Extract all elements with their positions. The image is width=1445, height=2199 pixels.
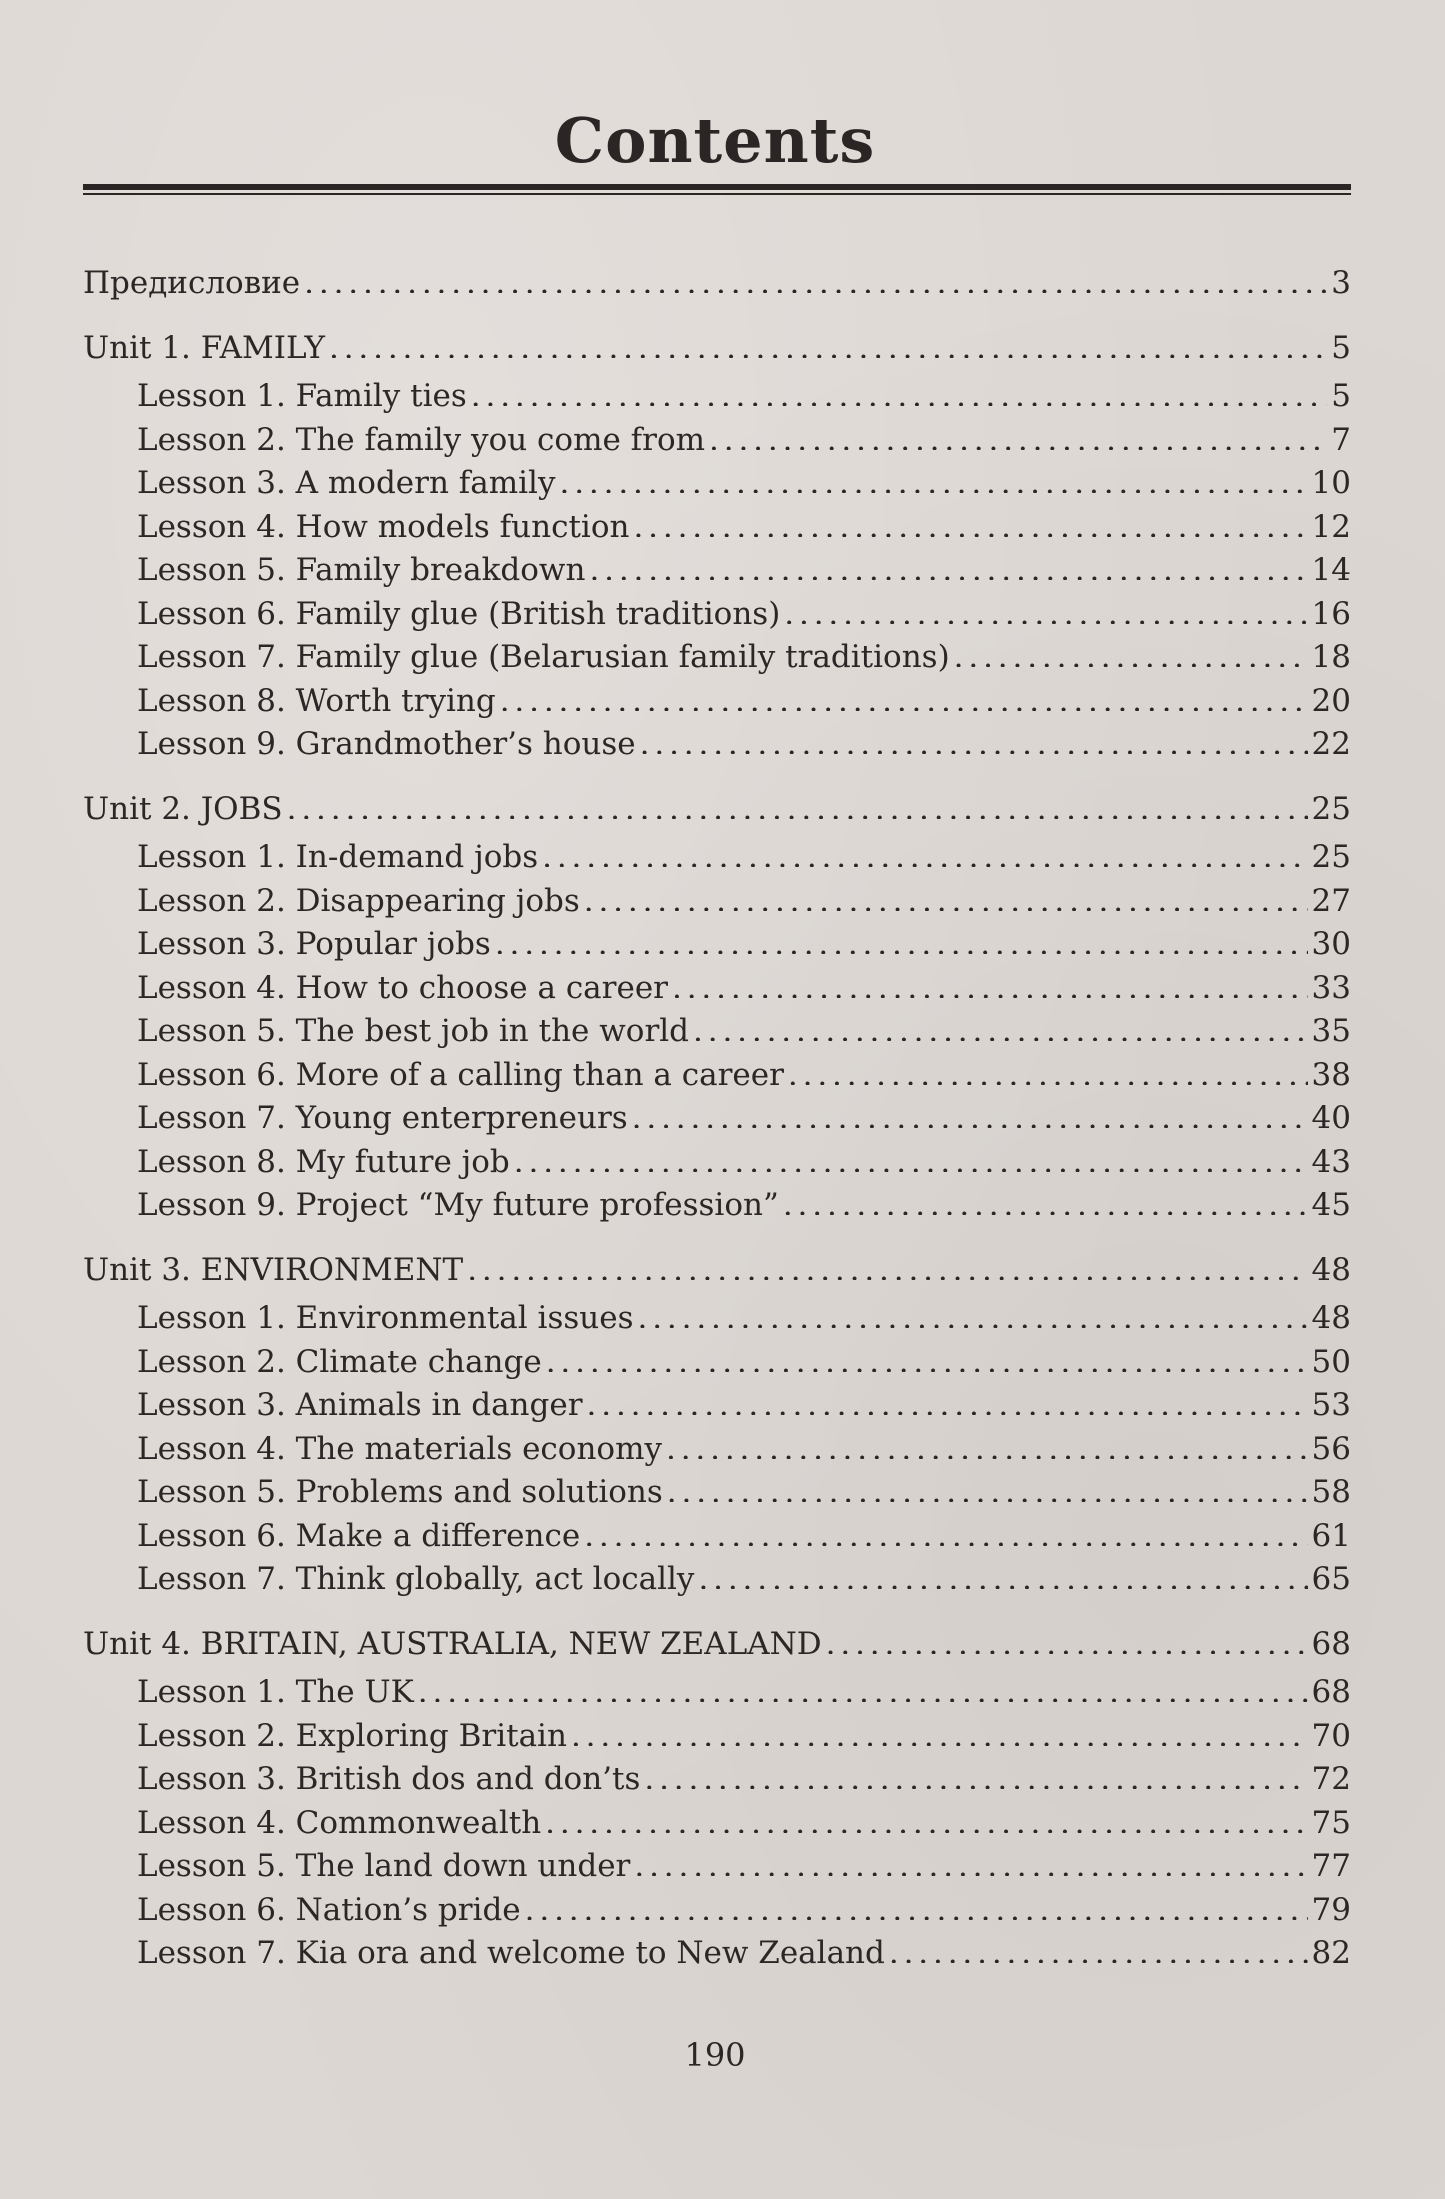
- toc-lesson-label: Lesson 2. Disappearing jobs: [137, 882, 580, 919]
- toc-lesson-label: Lesson 6. Make a difference: [137, 1517, 581, 1554]
- toc-lesson-label: Lesson 3. Popular jobs: [137, 926, 491, 962]
- toc-lesson-page-number: 61: [1311, 1517, 1351, 1554]
- dot-leader: [471, 375, 1327, 406]
- toc-lesson-page-number: 18: [1311, 639, 1351, 675]
- toc-lesson-page-number: 7: [1331, 421, 1351, 458]
- dot-leader: [638, 1297, 1308, 1328]
- toc-lesson[interactable]: [83, 1889, 1351, 1933]
- table-of-contents: [83, 262, 1351, 1976]
- toc-lesson[interactable]: [83, 1141, 1351, 1185]
- dot-leader: [889, 1932, 1308, 1963]
- toc-lesson-label: Lesson 3. British dos and don’ts: [137, 1761, 641, 1797]
- dot-leader: [640, 723, 1308, 754]
- toc-lesson[interactable]: [83, 1428, 1351, 1472]
- dot-leader: [546, 1341, 1308, 1372]
- dot-leader: [693, 1010, 1308, 1041]
- toc-lesson-label: Lesson 6. Nation’s pride: [137, 1891, 521, 1928]
- dot-leader: [698, 1558, 1307, 1589]
- toc-lesson-page-number: 50: [1311, 1343, 1351, 1380]
- toc-unit[interactable]: [83, 1249, 1351, 1293]
- toc-lesson-label: Lesson 2. Climate change: [137, 1343, 542, 1380]
- toc-lesson-label: Lesson 9. Grandmother’s house: [137, 726, 636, 762]
- toc-lesson[interactable]: [83, 593, 1351, 637]
- toc-lesson-label: Lesson 2. Exploring Britain: [137, 1717, 567, 1754]
- toc-lesson-label: Lesson 9. Project “My future profession”: [137, 1187, 779, 1223]
- toc-lesson-label: Lesson 4. Commonwealth: [137, 1804, 542, 1841]
- toc-lesson-label: Lesson 1. The UK: [137, 1674, 414, 1710]
- toc-unit-label: Unit 3. ENVIRONMENT: [83, 1251, 464, 1288]
- toc-lesson-label: Lesson 2. The family you come from: [137, 421, 706, 458]
- toc-unit-page-number: 48: [1311, 1251, 1351, 1288]
- dot-leader: [632, 1097, 1308, 1128]
- toc-lesson-page-number: 82: [1311, 1935, 1351, 1971]
- toc-lesson-label: Lesson 7. Young enterpreneurs: [137, 1100, 628, 1136]
- toc-lesson-label: Lesson 4. How models function: [137, 508, 630, 545]
- toc-lesson-page-number: 58: [1311, 1474, 1351, 1510]
- dot-leader: [788, 1054, 1308, 1085]
- toc-unit-label: Unit 4. BRITAIN, AUSTRALIA, NEW ZEALAND: [83, 1625, 822, 1662]
- toc-lesson[interactable]: [83, 1010, 1351, 1054]
- toc-lesson-page-number: 75: [1311, 1804, 1351, 1841]
- toc-unit-page-number: 68: [1311, 1625, 1351, 1662]
- toc-lesson[interactable]: [83, 1184, 1351, 1228]
- dot-leader: [666, 1428, 1308, 1459]
- toc-lesson[interactable]: [83, 1932, 1351, 1976]
- dot-leader: [667, 1471, 1308, 1502]
- toc-lesson[interactable]: [83, 506, 1351, 550]
- dot-leader: [467, 1249, 1307, 1280]
- toc-unit[interactable]: [83, 788, 1351, 832]
- toc-lesson-label: Lesson 5. The best job in the world: [137, 1013, 690, 1049]
- toc-lesson-page-number: 43: [1311, 1143, 1351, 1180]
- toc-lesson-page-number: 48: [1311, 1300, 1351, 1336]
- toc-lesson[interactable]: [83, 462, 1351, 506]
- toc-lesson-label: Lesson 8. My future job: [137, 1143, 510, 1180]
- toc-lesson-label: Lesson 7. Kia ora and welcome to New Zealand: [137, 1935, 885, 1971]
- toc-lesson[interactable]: [83, 375, 1351, 419]
- toc-lesson-page-number: 27: [1311, 882, 1351, 919]
- toc-lesson[interactable]: [83, 549, 1351, 593]
- toc-entry-preface-label: Предисловие: [83, 265, 301, 301]
- dot-leader: [525, 1889, 1308, 1920]
- dot-leader: [542, 836, 1307, 867]
- dot-leader: [584, 880, 1308, 911]
- dot-leader: [633, 506, 1307, 537]
- dot-leader: [304, 262, 1327, 293]
- toc-lesson-page-number: 25: [1311, 839, 1351, 875]
- toc-lesson[interactable]: [83, 1515, 1351, 1559]
- toc-lesson-page-number: 40: [1311, 1100, 1351, 1136]
- toc-lesson-label: Lesson 5. Problems and solutions: [137, 1474, 663, 1510]
- dot-leader: [709, 419, 1327, 450]
- toc-unit-page-number: 25: [1311, 790, 1351, 827]
- page-title: Contents: [554, 104, 876, 177]
- toc-lesson[interactable]: [83, 1097, 1351, 1141]
- toc-lesson-label: Lesson 1. In-demand jobs: [137, 839, 539, 875]
- toc-unit-page-number: 5: [1331, 329, 1351, 366]
- dot-leader: [589, 549, 1307, 580]
- toc-lesson-label: Lesson 1. Environmental issues: [137, 1300, 634, 1336]
- dot-leader: [329, 327, 1327, 358]
- dot-leader: [545, 1802, 1307, 1833]
- toc-lesson-label: Lesson 5. Family breakdown: [137, 552, 586, 588]
- toc-lesson[interactable]: [83, 1758, 1351, 1802]
- toc-lesson-page-number: 5: [1331, 378, 1351, 414]
- toc-unit-label: Unit 2. JOBS: [83, 790, 283, 827]
- toc-lesson[interactable]: [83, 880, 1351, 924]
- toc-lesson[interactable]: [83, 1715, 1351, 1759]
- dot-leader: [954, 636, 1308, 667]
- toc-lesson-page-number: 70: [1311, 1717, 1351, 1754]
- toc-unit[interactable]: [83, 1623, 1351, 1667]
- toc-lesson-page-number: 53: [1311, 1387, 1351, 1423]
- toc-lesson-label: Lesson 6. More of a calling than a career: [137, 1056, 784, 1093]
- toc-unit[interactable]: [83, 327, 1351, 371]
- toc-lesson-label: Lesson 6. Family glue (British traditions): [137, 595, 781, 632]
- toc-lesson-page-number: 22: [1311, 726, 1351, 762]
- toc-lesson-page-number: 35: [1311, 1013, 1351, 1049]
- toc-lesson[interactable]: [83, 1558, 1351, 1602]
- toc-lesson-label: Lesson 4. The materials economy: [137, 1430, 662, 1467]
- toc-entry-preface-page-number: 3: [1331, 265, 1351, 301]
- toc-lesson-page-number: 72: [1311, 1761, 1351, 1797]
- toc-lesson-page-number: 79: [1311, 1891, 1351, 1928]
- toc-lesson-page-number: 56: [1311, 1430, 1351, 1467]
- toc-lesson[interactable]: [83, 680, 1351, 724]
- toc-lesson-label: Lesson 7. Think globally, act locally: [137, 1561, 695, 1597]
- toc-lesson[interactable]: [83, 1297, 1351, 1341]
- dot-leader: [644, 1758, 1307, 1789]
- dot-leader: [418, 1671, 1308, 1702]
- dot-leader: [584, 1515, 1307, 1546]
- dot-leader: [571, 1715, 1308, 1746]
- dot-leader: [287, 788, 1308, 819]
- toc-lesson-label: Lesson 5. The land down under: [137, 1848, 631, 1884]
- toc-lesson-label: Lesson 1. Family ties: [137, 378, 467, 414]
- toc-unit-label: Unit 1. FAMILY: [83, 329, 326, 366]
- toc-lesson-label: Lesson 3. A modern family: [137, 465, 556, 501]
- dot-leader: [672, 967, 1308, 998]
- toc-lesson-page-number: 10: [1311, 465, 1351, 501]
- toc-lesson-page-number: 77: [1311, 1848, 1351, 1884]
- toc-lesson[interactable]: [83, 1341, 1351, 1385]
- dot-leader: [587, 1384, 1308, 1415]
- toc-lesson-label: Lesson 4. How to choose a career: [137, 969, 668, 1006]
- toc-lesson-page-number: 12: [1311, 508, 1351, 545]
- toc-lesson-label: Lesson 7. Family glue (Belarusian family traditions): [137, 639, 950, 675]
- toc-lesson[interactable]: [83, 723, 1351, 767]
- dot-leader: [784, 593, 1307, 624]
- toc-lesson-page-number: 45: [1311, 1187, 1351, 1223]
- toc-entry-preface[interactable]: [83, 262, 1351, 306]
- dot-leader: [560, 462, 1308, 493]
- toc-lesson-page-number: 14: [1311, 552, 1351, 588]
- toc-lesson-page-number: 30: [1311, 926, 1351, 962]
- toc-lesson-label: Lesson 3. Animals in danger: [137, 1387, 583, 1423]
- dot-leader: [500, 680, 1308, 711]
- toc-lesson[interactable]: [83, 836, 1351, 880]
- toc-lesson[interactable]: [83, 923, 1351, 967]
- toc-lesson[interactable]: [83, 1054, 1351, 1098]
- page-number: 190: [684, 2036, 746, 2074]
- toc-lesson-page-number: 68: [1311, 1674, 1351, 1710]
- dot-leader: [634, 1845, 1307, 1876]
- toc-lesson-page-number: 65: [1311, 1561, 1351, 1597]
- title-rule-thick: [83, 184, 1351, 190]
- dot-leader: [826, 1623, 1308, 1654]
- dot-leader: [495, 923, 1308, 954]
- title-rule-thin: [83, 193, 1351, 195]
- toc-lesson[interactable]: [83, 1384, 1351, 1428]
- toc-lesson[interactable]: [83, 967, 1351, 1011]
- toc-lesson[interactable]: [83, 636, 1351, 680]
- toc-lesson-page-number: 16: [1311, 595, 1351, 632]
- dot-leader: [514, 1141, 1308, 1172]
- toc-lesson[interactable]: [83, 1671, 1351, 1715]
- toc-lesson[interactable]: [83, 1802, 1351, 1846]
- toc-lesson-page-number: 20: [1311, 682, 1351, 719]
- dot-leader: [783, 1184, 1308, 1215]
- toc-lesson[interactable]: [83, 1845, 1351, 1889]
- toc-lesson-page-number: 33: [1311, 969, 1351, 1006]
- toc-lesson[interactable]: [83, 1471, 1351, 1515]
- toc-lesson[interactable]: [83, 419, 1351, 463]
- toc-lesson-page-number: 38: [1311, 1056, 1351, 1093]
- toc-lesson-label: Lesson 8. Worth trying: [137, 682, 496, 719]
